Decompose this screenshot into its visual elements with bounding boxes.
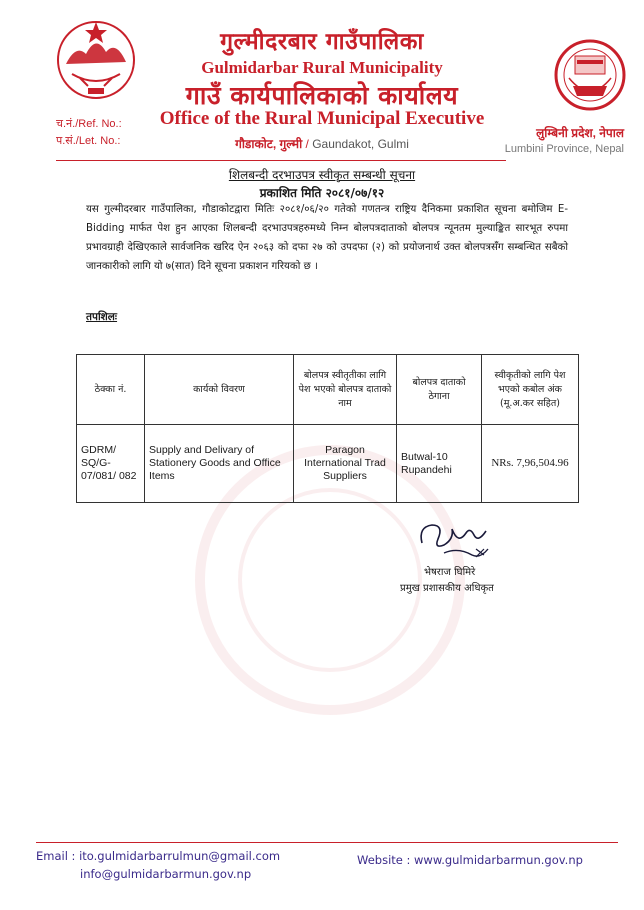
- province-en: Lumbini Province, Nepal: [504, 143, 624, 155]
- signatory-name: भेषराज घिमिरे: [424, 567, 476, 578]
- table-header-row: [77, 355, 579, 425]
- office-name-en: Office of the Rural Municipal Executive: [159, 108, 485, 129]
- header-divider: [56, 160, 506, 161]
- header-description: कार्यको विवरण: [145, 355, 294, 425]
- details-label: तपशिलः: [86, 311, 118, 323]
- address-en: Gaundakot, Gulmi: [312, 137, 409, 151]
- signatory-title: प्रमुख प्रशासकीय अधिकृत: [400, 583, 494, 594]
- footer-email-1[interactable]: Email : ito.gulmidarbarrulmun@gmail.com: [36, 849, 281, 863]
- footer-website[interactable]: Website : www.gulmidarbarmun.gov.np: [357, 853, 583, 867]
- ref-no-label: च.नं./Ref. No.:: [56, 118, 122, 130]
- footer-email-2[interactable]: info@gulmidarbarmun.gov.np: [80, 867, 252, 881]
- cell-contract-no: GDRM/ SQ/G- 07/081/ 082: [77, 425, 145, 503]
- header-amount: स्वीकृतीको लागि पेश भएको कबोल अंक (मू.अ.कर सहित): [482, 355, 579, 425]
- bid-award-table: [76, 354, 579, 503]
- table-row: [77, 425, 579, 503]
- header-address: बोलपत्र दाताको ठेगाना: [397, 355, 482, 425]
- cell-supplier: Paragon International Trad Suppliers: [294, 425, 397, 503]
- address-np: गौडाकोट, गुल्मी: [235, 137, 303, 151]
- cell-description: Supply and Delivary of Stationery Goods and Office Items: [145, 425, 294, 503]
- header-supplier: बोलपत्र स्वीतृतीका लागि पेश भएको बोलपत्र दाताको नाम: [294, 355, 397, 425]
- published-date: प्रकाशित मिति २०८१/०७/१२: [259, 186, 385, 200]
- signature-mark: [414, 515, 504, 565]
- notice-title: शिलबन्दी दरभाउपत्र स्वीकृत सम्बन्धी सूचना: [228, 168, 416, 182]
- municipality-name-np: गुल्मीदरबार गाउँपालिका: [220, 29, 424, 55]
- office-address: गौडाकोट, गुल्मी / Gaundakot, Gulmi: [235, 137, 409, 151]
- footer-divider: [36, 842, 618, 843]
- cell-amount: NRs. 7,96,504.96: [482, 425, 579, 503]
- letter-no-label: प.सं./Let. No.:: [56, 135, 121, 147]
- notice-body: यस गुल्मीदरबार गाउँपालिका, गौडाकोटद्वारा मितिः २०८१/०६/२० गतेको गणतन्त्र राष्ट्रिय दैनिकमा प्रकाशित सूचना बमोजिम E-Bidding मार्फत पेश हुन आएका शिलबन्दी दरभाउपत्रहरुमध्ये निम्न बोलपत्रदाताको बोलपत्र न्यूनतम मुल्याङ्कित सारभूत रुपमा प्रभावग्राही देखिएकाले सार्वजनिक खरिद ऐन २०६३ को दफा २७ को उपदफा (२) को प्रयोजनार्थ उक्त बोलपत्रसँग सम्बन्धित सबैको जानकारीको लागि यो ७(सात) दिने सूचना प्रकाशन गरियको छ ।: [86, 204, 568, 272]
- header-contract-no: ठेक्का नं.: [77, 355, 145, 425]
- province-np: लुम्बिनी प्रदेश, नेपाल: [536, 126, 624, 140]
- cell-address: Butwal-10 Rupandehi: [397, 425, 482, 503]
- office-name-np: गाउँ कार्यपालिकाको कार्यालय: [185, 81, 459, 110]
- municipality-name-en: Gulmidarbar Rural Municipality: [201, 58, 443, 77]
